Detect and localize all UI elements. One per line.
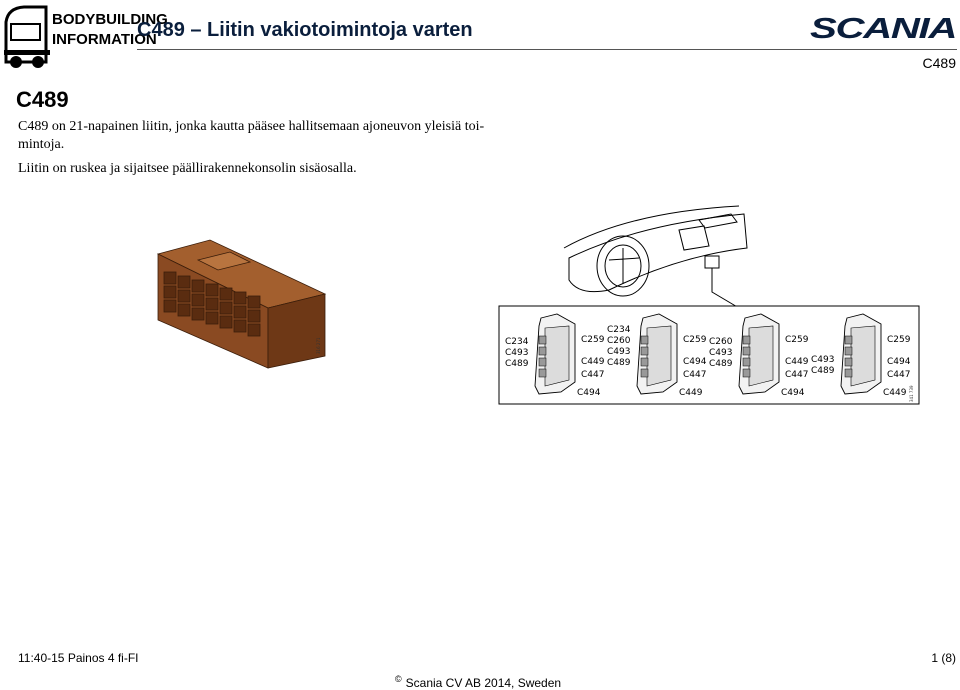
connector-label-left: C234 — [505, 337, 529, 347]
connector-illustration — [150, 236, 330, 366]
connector-label-right: C449 — [581, 357, 605, 367]
description-paragraph: C489 on 21-napainen liitin, jonka kautta pääsee hallitsemaan ajoneuvon yleisiä toi- mintoja. — [18, 119, 485, 152]
connector-label-left: C493 — [607, 347, 631, 357]
connector-slot — [845, 358, 852, 366]
connector-label-bottom: C449 — [883, 388, 907, 398]
connector-label-bottom: C449 — [679, 388, 703, 398]
bracket-inner — [749, 326, 773, 386]
copyright-text: Scania CV AB 2014, Sweden — [405, 676, 562, 690]
connector-slot — [641, 336, 648, 344]
connector-slot — [539, 347, 546, 355]
connector-location-illustration — [499, 200, 919, 405]
footer-edition: 11:40-15 Painos 4 fi-FI — [18, 651, 139, 665]
connector-label-bottom: C494 — [577, 388, 601, 398]
brand-wordmark: SCANIA — [810, 13, 956, 45]
copyright-symbol: © — [395, 674, 402, 684]
footer-copyright — [395, 674, 561, 690]
connector-label-right: C447 — [683, 370, 707, 380]
connector-label-bottom: C494 — [781, 388, 805, 398]
truck-icon — [4, 7, 50, 68]
connector-label-left: C493 — [709, 348, 733, 358]
connector-slot — [641, 347, 648, 355]
connector-label-left: C489 — [709, 359, 733, 369]
figure-id-location: 341 739 — [909, 385, 914, 402]
connector-label-right: C259 — [785, 335, 809, 345]
connector-slot — [845, 347, 852, 355]
document-code: C489 — [922, 55, 956, 71]
section-heading: C489 — [16, 87, 69, 112]
connector-label-right: C494 — [887, 357, 911, 367]
connector-label-left: C234 — [607, 325, 631, 335]
connector-label-right: C494 — [683, 357, 707, 367]
connector-slot — [845, 369, 852, 377]
footer-page-number: 1 (8) — [931, 651, 956, 665]
connector-slot — [743, 336, 750, 344]
dashboard-drawing — [564, 206, 747, 308]
connector-slot — [743, 358, 750, 366]
connector-slot — [539, 358, 546, 366]
connector-label-right: C449 — [785, 357, 809, 367]
connector-body — [158, 240, 325, 368]
bracket-inner — [647, 326, 671, 386]
connector-label-right: C447 — [581, 370, 605, 380]
connector-slot — [539, 369, 546, 377]
bodybuilding-information-logo — [2, 2, 168, 70]
connector-label-right: C259 — [581, 335, 605, 345]
connector-label-right: C259 — [887, 335, 911, 345]
bracket-inner — [545, 326, 569, 386]
logo-line1: BODYBUILDING — [52, 11, 168, 28]
connector-label-left: C260 — [607, 336, 631, 346]
connector-slot — [641, 358, 648, 366]
logo-line2: INFORMATION — [52, 31, 157, 48]
connector-label-left: C260 — [709, 337, 733, 347]
location-paragraph: Liitin on ruskea ja sijaitsee päällirakennekonsolin sisäosalla. — [18, 161, 357, 176]
page-title: C489 – Liitin vakiotoimintoja varten — [137, 19, 473, 41]
bracket-inner — [851, 326, 875, 386]
header-divider — [137, 49, 957, 50]
connector-label-right: C447 — [887, 370, 911, 380]
connector-slot — [641, 369, 648, 377]
connector-slot — [743, 369, 750, 377]
connector-label-right: C259 — [683, 335, 707, 345]
connector-label-left: C489 — [607, 358, 631, 368]
connector-slot — [743, 347, 750, 355]
connector-label-left: C493 — [811, 355, 835, 365]
scania-logo — [810, 13, 956, 45]
figure-id-connector: 316 271 — [316, 337, 321, 354]
connector-label-right: C447 — [785, 370, 809, 380]
connector-slot — [539, 336, 546, 344]
connector-label-left: C489 — [811, 366, 835, 376]
connector-label-left: C493 — [505, 348, 529, 358]
connector-slot — [845, 336, 852, 344]
connector-label-left: C489 — [505, 359, 529, 369]
